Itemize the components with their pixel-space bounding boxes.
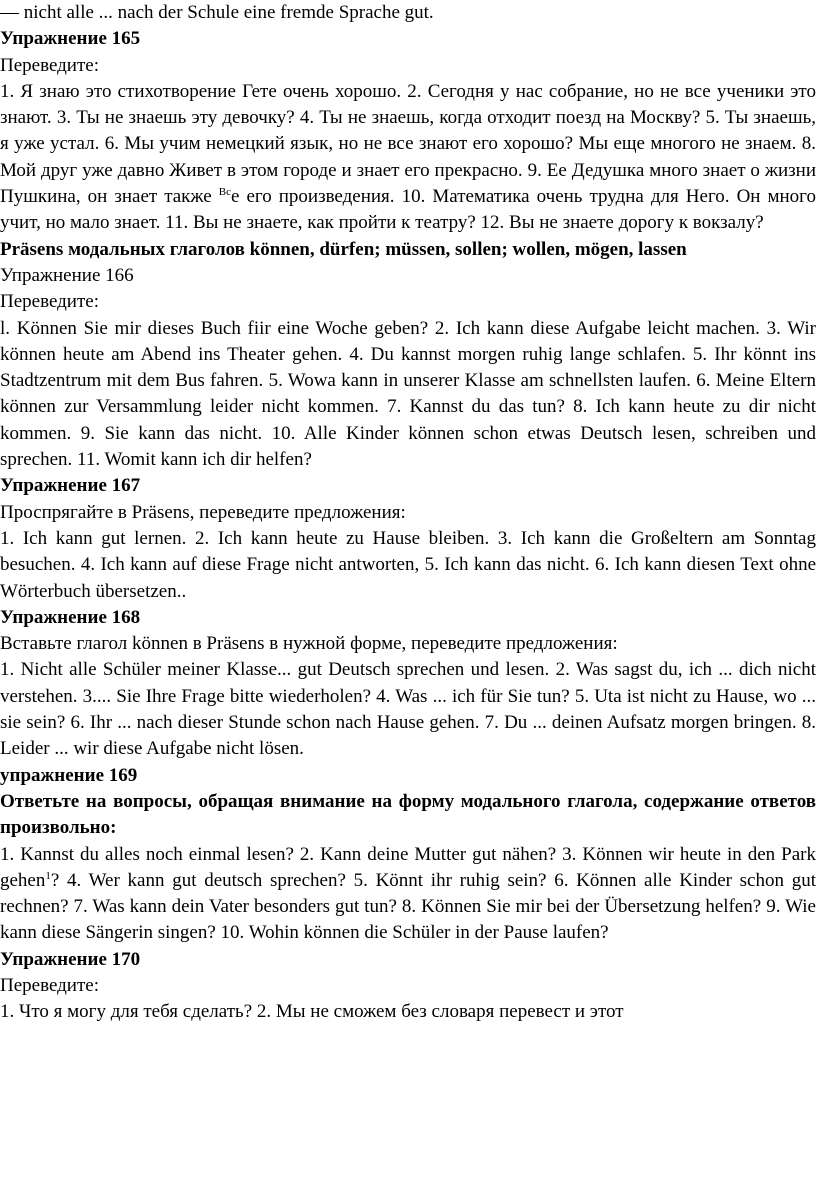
exercise-165-superscript: Вс — [218, 186, 231, 199]
exercise-169-text-part-1: 1. Kannst du alles noch einmal lesen? 2. Kann deine Mutter gut nähen? 3. Können wir heute in den Park gehen — [0, 843, 816, 891]
exercise-166-heading: Упражнение 166 — [0, 264, 134, 286]
exercise-168-instruction: Вставьте глагол können в Präsens в нужной форме, переведите предложения: — [0, 633, 618, 655]
exercise-167-instruction: Проспрягайте в Präsens, переведите предложения: — [0, 501, 406, 523]
exercise-170-text: 1. Что я могу для тебя сделать? 2. Мы не сможем без словаря перевест и этот — [0, 1001, 624, 1023]
section-heading-modal-verbs: Präsens модальных глаголов können, dürfen; müssen, sollen; wollen, mögen, lassen — [0, 238, 687, 260]
exercise-165-text — [0, 79, 816, 237]
exercise-165-text-part-2: е его произведения. 10. Математика очень трудна для Него. Он много учит, но мало знает. 11. Вы не знаете, как пройти к театру? 12. Вы не знаете дорогу к вокзалу? — [0, 186, 816, 234]
exercise-169-text — [0, 842, 816, 947]
exercise-168-heading: Упражнение 168 — [0, 606, 141, 628]
exercise-169-superscript: 1 — [45, 869, 51, 882]
exercise-169-text-part-2: ? 4. Wer kann gut deutsch sprechen? 5. Könnt ihr ruhig sein? 6. Können alle Kinder schon gut rechnen? 7. Was kann dein Vater besonders gut tun? 8. Können Sie mir bei der Übersetzung helfen? 9. Wie kann diese Sängerin singen? 10. Wohin können die Schüler in der Pause laufen? — [0, 869, 816, 944]
exercise-169-instruction: Ответьте на вопросы, обращая внимание на форму модального глагола, содержание ответов произвольно: — [0, 790, 816, 839]
intro-line: — nicht alle ... nach der Schule eine fremde Sprache gut. — [0, 2, 434, 23]
exercise-168-text: 1. Nicht alle Schüler meiner Klasse... gut Deutsch sprechen und lesen. 2. Was sagst du, ich ... dich nicht verstehen. 3.... Sie Ihre Frage bitte wiederholen? 4. Was ... ich für Sie tun? 5. Uta ist nicht zu Hause, wo ... sie sein? 6. Ihr ... nach dieser Stunde schon nach Hause gehen. 7. Du ... deinen Aufsatz morgen bringen. 8. Leider ... wir diese Aufgabe nicht lösen. — [0, 659, 816, 760]
exercise-165-heading: Упражнение 165 — [0, 28, 141, 50]
exercise-167-heading: Упражнение 167 — [0, 475, 141, 497]
exercise-169-heading: упражнение 169 — [0, 764, 138, 786]
exercise-170-heading: Упражнение 170 — [0, 948, 141, 970]
exercise-167-text: 1. Ich kann gut lernen. 2. Ich kann heute zu Hause bleiben. 3. Ich kann die Großeltern am Sonntag besuchen. 4. Ich kann auf diese Frage nicht antworten, 5. Ich kann das nicht. 6. Ich kann diesen Text ohne Wörterbuch übersetzen.. — [0, 527, 816, 602]
exercise-165-text-part-1: 1. Я знаю это стихотворение Гете очень хорошо. 2. Сегодня у нас собрание, но не все ученики это знают. 3. Ты не знаешь эту девочку? 4. Ты не знаешь, когда отходит поезд на Москву? 5. Ты знаешь, я уже устал. 6. Мы учим немецкий язык, но не все знают его хорошо? Мы еще многого не знаем. 8. Мой друг уже давно Живет в этом городе и знает его прекрасно. 9. Ее Дедушка много знает о жизни Пушкина, он знает также — [0, 80, 816, 208]
exercise-165-instruction: Переведите: — [0, 54, 99, 76]
exercise-170-instruction: Переведите: — [0, 974, 99, 996]
exercise-166-instruction: Переведите: — [0, 291, 99, 313]
exercise-166-text: l. Können Sie mir dieses Buch fiir eine Woche geben? 2. Ich kann diese Aufgabe leicht machen. 3. Wir können heute am Abend ins Theater gehen. 4. Du kannst morgen ruhig lange schlafen. 5. Ihr könnt ins Stadtzentrum mit dem Bus fahren. 5. Wowa kann in unserer Klasse am schnellsten laufen. 6. Meine Eltern können zur Versammlung leider nicht kommen. 7. Kannst du das tun? 8. Ich kann heute zu dir nicht kommen. 9. Sie kann das nicht. 10. Alle Kinder können schon etwas Deutsch lesen, schreiben und sprechen. 11. Womit kann ich dir helfen? — [0, 317, 816, 471]
